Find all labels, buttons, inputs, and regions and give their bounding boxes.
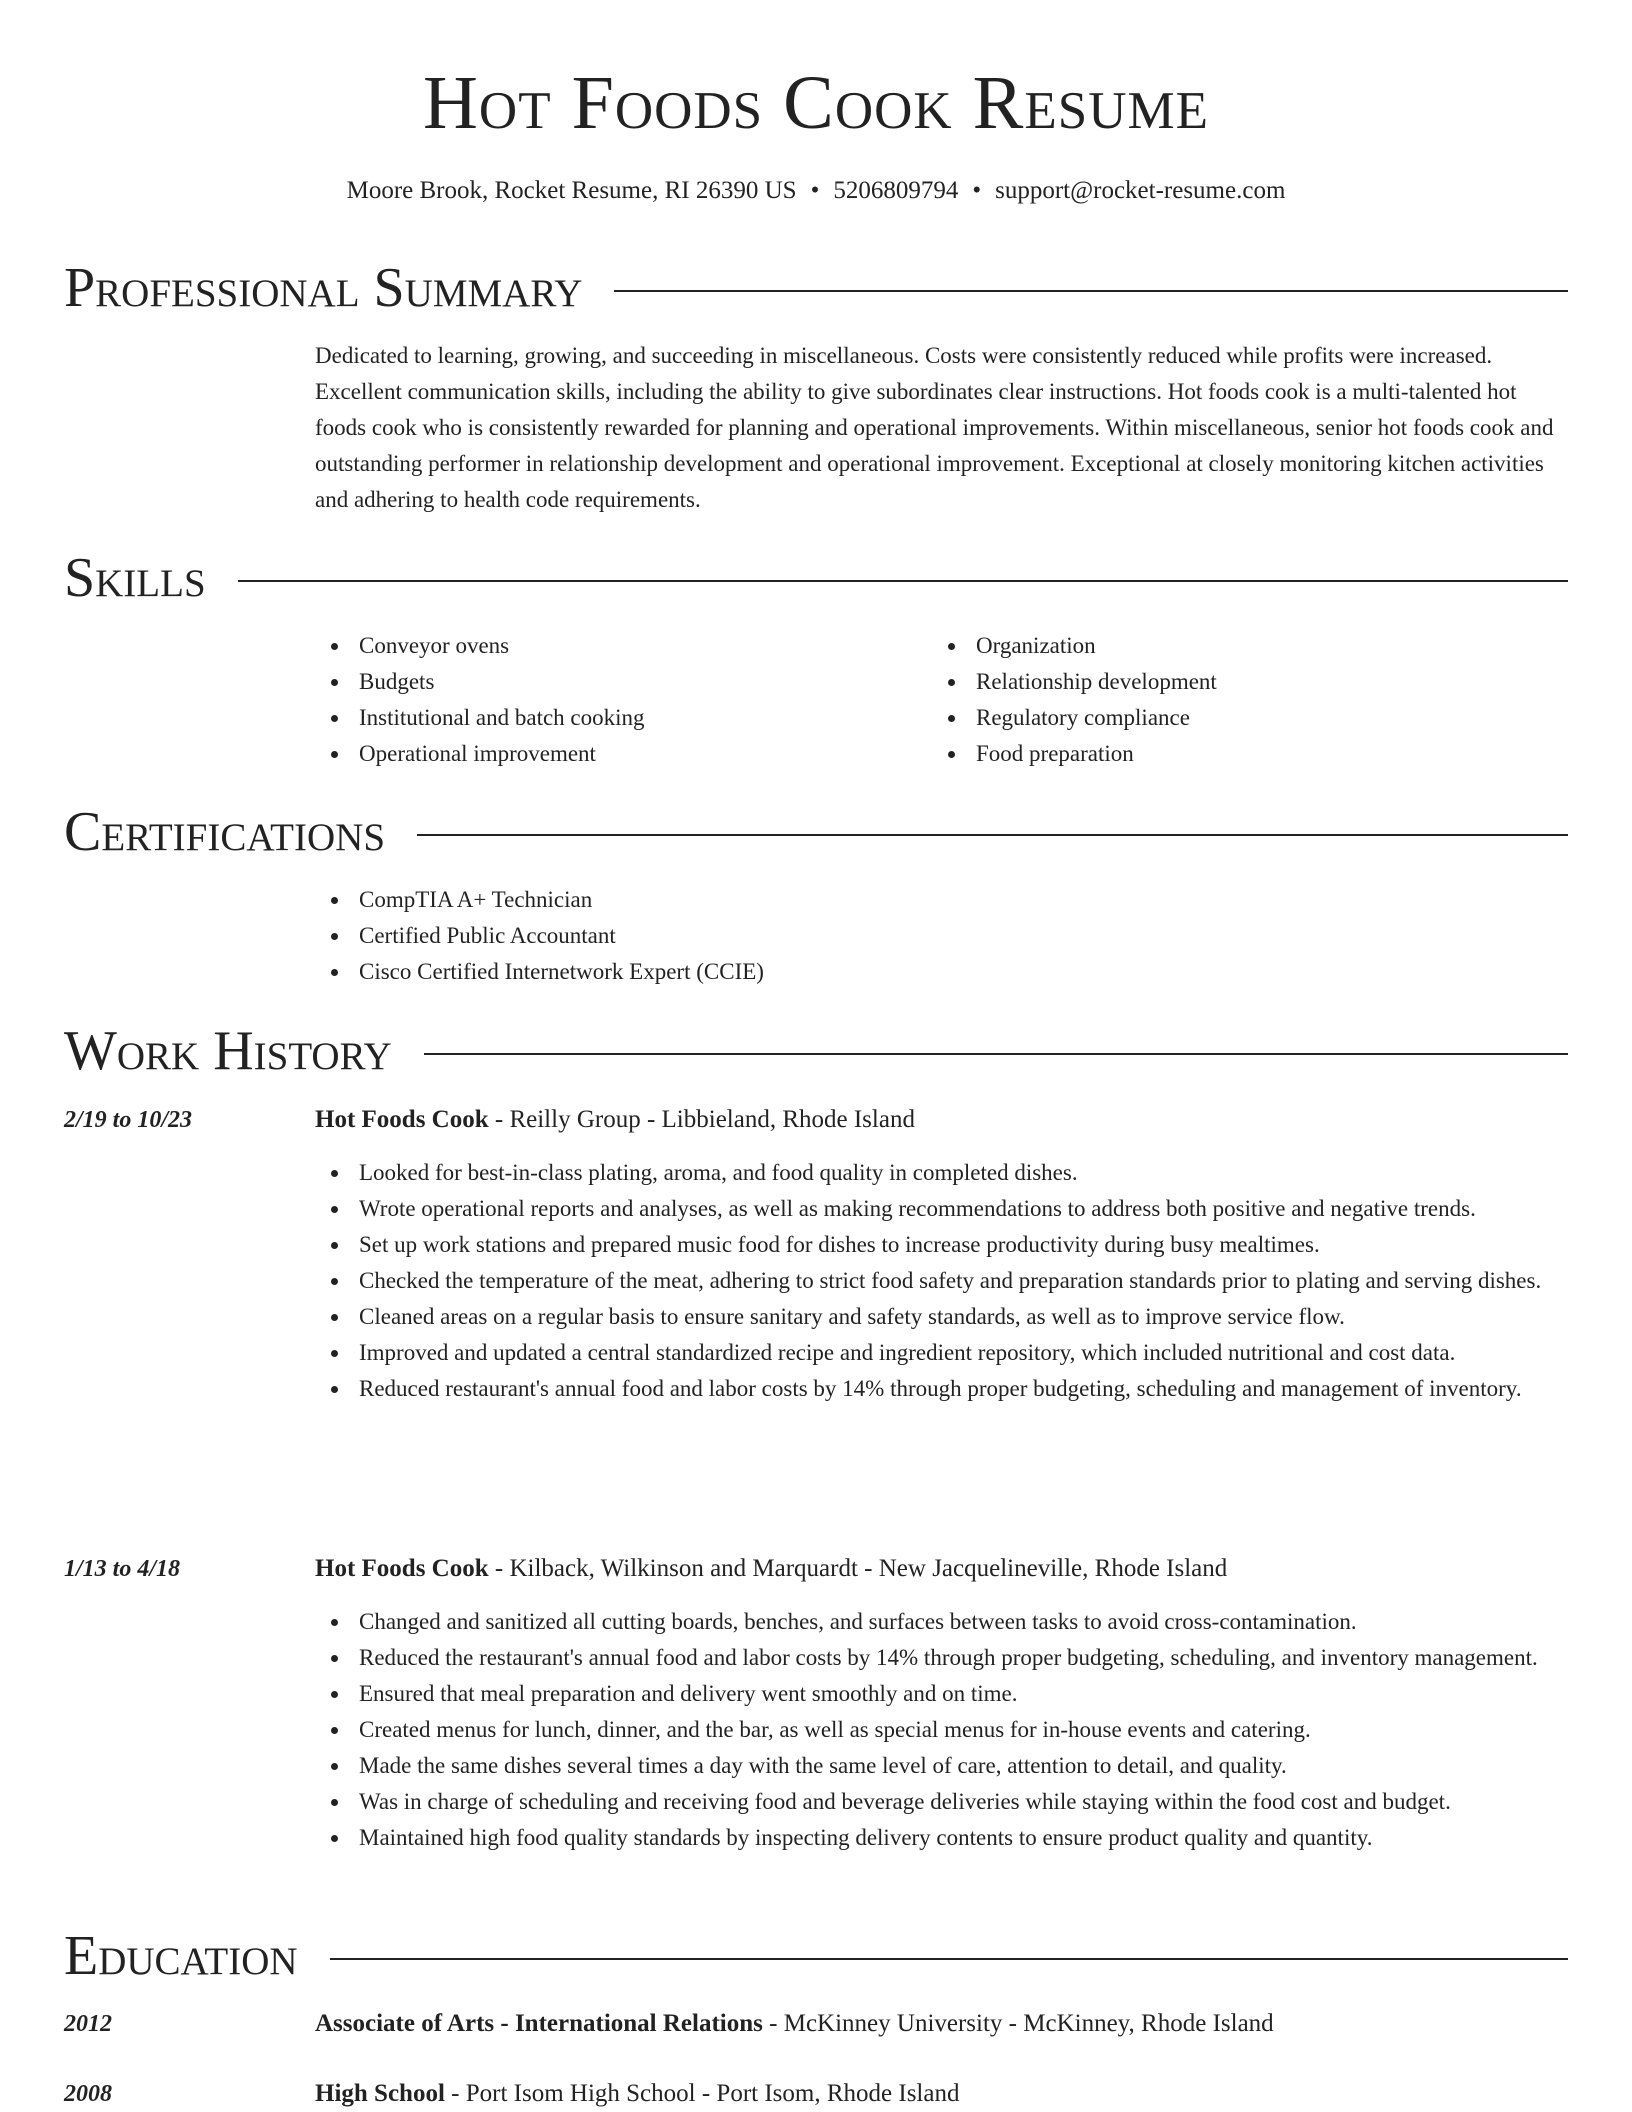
skill-item: Operational improvement xyxy=(315,736,915,772)
job-bullet: Set up work stations and prepared music food for dishes to increase productivity during busy mealtimes. xyxy=(315,1227,1568,1263)
job-bullet: Was in charge of scheduling and receiving food and beverage deliveries while staying within the food cost and budget. xyxy=(315,1784,1568,1820)
section-title: Certifications xyxy=(64,801,386,863)
job-bullet: Checked the temperature of the meat, adhering to strict food safety and preparation standards prior to plating and serving dishes. xyxy=(315,1263,1568,1299)
page-title: Hot Foods Cook Resume xyxy=(423,61,1209,145)
section-title: Skills xyxy=(64,547,206,609)
education-section-header xyxy=(64,1924,1568,1988)
certification-item: CompTIA A+ Technician xyxy=(315,882,1568,918)
job-header xyxy=(315,1551,1568,1587)
job-bullet: Cleaned areas on a regular basis to ensure sanitary and safety standards, as well as to improve service flow. xyxy=(315,1299,1568,1335)
summary-section-header xyxy=(64,256,1568,320)
job-bullet: Ensured that meal preparation and delivery went smoothly and on time. xyxy=(315,1676,1568,1712)
skill-item: Institutional and batch cooking xyxy=(315,700,915,736)
section-title: Education xyxy=(64,1925,298,1987)
education-degree: High School xyxy=(315,2080,445,2107)
education-year: 2008 xyxy=(64,2081,112,2107)
education-entry xyxy=(315,2076,1568,2112)
job-title: Hot Foods Cook xyxy=(315,1106,489,1133)
contact-address: Moore Brook, Rocket Resume, RI 26390 US xyxy=(346,177,797,204)
section-divider xyxy=(614,290,1568,292)
job-bullet: Made the same dishes several times a day with the same level of care, attention to detail, and quality. xyxy=(315,1748,1568,1784)
certifications-section-header xyxy=(64,800,1568,864)
contact-separator: • xyxy=(972,177,982,204)
education-school: - Port Isom High School - Port Isom, Rhode Island xyxy=(444,2080,960,2107)
education-school: - McKinney University - McKinney, Rhode Island xyxy=(762,2010,1274,2037)
education-entry xyxy=(315,2006,1568,2042)
job-bullet: Created menus for lunch, dinner, and the bar, as well as special menus for in-house events and catering. xyxy=(315,1712,1568,1748)
job-bullet: Reduced restaurant's annual food and labor costs by 14% through proper budgeting, scheduling and management of inventory. xyxy=(315,1371,1568,1407)
skills-column-right xyxy=(932,628,1552,772)
section-divider xyxy=(417,834,1568,836)
job-company: - Kilback, Wilkinson and Marquardt - New Jacquelineville, Rhode Island xyxy=(488,1555,1228,1582)
summary-text: Dedicated to learning, growing, and succeeding in miscellaneous. Costs were consistently reduced while profits were increased. Excellent communication skills, including the ability to give subordinates clear instructions. Hot foods cook is a multi-talented hot foods cook who is consistently rewarded for planning and operational improvements. Within miscellaneous, senior hot foods cook and outstanding performer in relationship development and operational improvement. Exceptional at closely monitoring kitchen activities and adhering to health code requirements. xyxy=(315,343,1554,512)
job-bullet: Looked for best-in-class plating, aroma, and food quality in completed dishes. xyxy=(315,1155,1568,1191)
section-title: Work History xyxy=(64,1020,392,1082)
contact-separator: • xyxy=(810,177,820,204)
section-divider xyxy=(238,580,1568,582)
skill-item: Food preparation xyxy=(932,736,1552,772)
skill-item: Budgets xyxy=(315,664,915,700)
skill-item: Organization xyxy=(932,628,1552,664)
certification-item: Cisco Certified Internetwork Expert (CCIE) xyxy=(315,954,1568,990)
skill-item: Conveyor ovens xyxy=(315,628,915,664)
section-title: Professional Summary xyxy=(64,257,583,319)
education-degree: Associate of Arts - International Relations xyxy=(315,2010,763,2037)
section-divider xyxy=(424,1053,1568,1055)
job-bullet: Maintained high food quality standards by inspecting delivery contents to ensure product quality and quantity. xyxy=(315,1820,1568,1856)
contact-phone: 5206809794 xyxy=(833,177,959,204)
skills-column-left xyxy=(315,628,915,772)
job-bullets xyxy=(315,1155,1568,1407)
job-header xyxy=(315,1102,1568,1138)
contact-email: support@rocket-resume.com xyxy=(995,177,1286,204)
section-divider xyxy=(330,1958,1568,1960)
work-section-header xyxy=(64,1019,1568,1083)
skills-section-header xyxy=(64,546,1568,610)
certifications-list xyxy=(315,882,1568,990)
job-dates: 1/13 to 4/18 xyxy=(64,1556,181,1582)
job-bullet: Wrote operational reports and analyses, as well as making recommendations to address both positive and negative trends. xyxy=(315,1191,1568,1227)
skill-item: Relationship development xyxy=(932,664,1552,700)
job-dates: 2/19 to 10/23 xyxy=(64,1107,193,1133)
certification-item: Certified Public Accountant xyxy=(315,918,1568,954)
skill-item: Regulatory compliance xyxy=(932,700,1552,736)
job-bullet: Improved and updated a central standardized recipe and ingredient repository, which included nutritional and cost data. xyxy=(315,1335,1568,1371)
job-bullet: Changed and sanitized all cutting boards, benches, and surfaces between tasks to avoid cross-contamination. xyxy=(315,1604,1568,1640)
contact-line xyxy=(0,174,1632,208)
job-bullet: Reduced the restaurant's annual food and labor costs by 14% through proper budgeting, scheduling, and inventory management. xyxy=(315,1640,1568,1676)
job-company: - Reilly Group - Libbieland, Rhode Island xyxy=(488,1106,915,1133)
education-year: 2012 xyxy=(64,2011,112,2037)
job-bullets xyxy=(315,1604,1568,1856)
job-title: Hot Foods Cook xyxy=(315,1555,489,1582)
